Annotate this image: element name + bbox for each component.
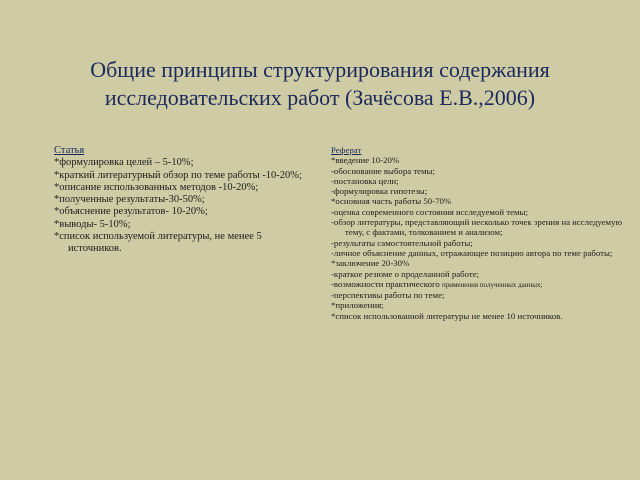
- essay-item: -обоснование выбора темы;: [331, 165, 436, 176]
- essay-item: -перспективы работы по теме;: [331, 290, 445, 301]
- article-heading: Статья: [54, 145, 85, 156]
- essay-item: -постановка цели;: [331, 175, 399, 186]
- essay-item: *основная часть работы 50-70%: [331, 196, 452, 207]
- essay-item-practical: [331, 279, 627, 290]
- article-item: *описание использованных методов -10-20%;: [54, 181, 259, 193]
- practical-small-text: применения полученных данных;: [441, 280, 543, 289]
- essay-item: -результаты самостоятельной работы;: [331, 237, 473, 248]
- essay-item: -обзор литературы, представляющий несколько точек зрения на исследуемую тему, с фактами, толкованием и анализом;: [331, 217, 623, 238]
- essay-column: [331, 145, 627, 321]
- article-column: [54, 145, 306, 256]
- essay-item: *введение 10-20%: [331, 155, 400, 166]
- article-item: *полученные результаты-30-50%;: [54, 194, 205, 206]
- article-item: *список используемой литературы, не менее 5 источников.: [54, 231, 262, 255]
- article-item: *выводы- 5-10%;: [54, 218, 131, 230]
- essay-item: -формулировка гипотезы;: [331, 186, 428, 197]
- essay-item: -оценка современного состояния исследуемой темы;: [331, 206, 528, 217]
- essay-item: -краткое резюме о проделанной работе;: [331, 268, 480, 279]
- article-item: *объяснение результатов- 10-20%;: [54, 206, 208, 218]
- practical-main-text: -возможности практического: [331, 278, 440, 289]
- essay-item: *приложения;: [331, 300, 384, 311]
- article-item: *краткий литературный обзор по теме работы -10-20%;: [54, 169, 302, 181]
- article-item: *формулировка целей – 5-10%;: [54, 157, 194, 169]
- essay-item: *заключение 20-30%: [331, 258, 410, 269]
- essay-item: -личное объяснение данных, отражающее позицию автора по теме работы;: [331, 247, 613, 258]
- essay-item: *список использованной литературы не менее 10 источников.: [331, 310, 563, 321]
- slide-title: Общие принципы структурирования содержания исследовательских работ (Зачёсова Е.В.,2006): [90, 57, 550, 110]
- essay-heading: Реферат: [331, 145, 362, 155]
